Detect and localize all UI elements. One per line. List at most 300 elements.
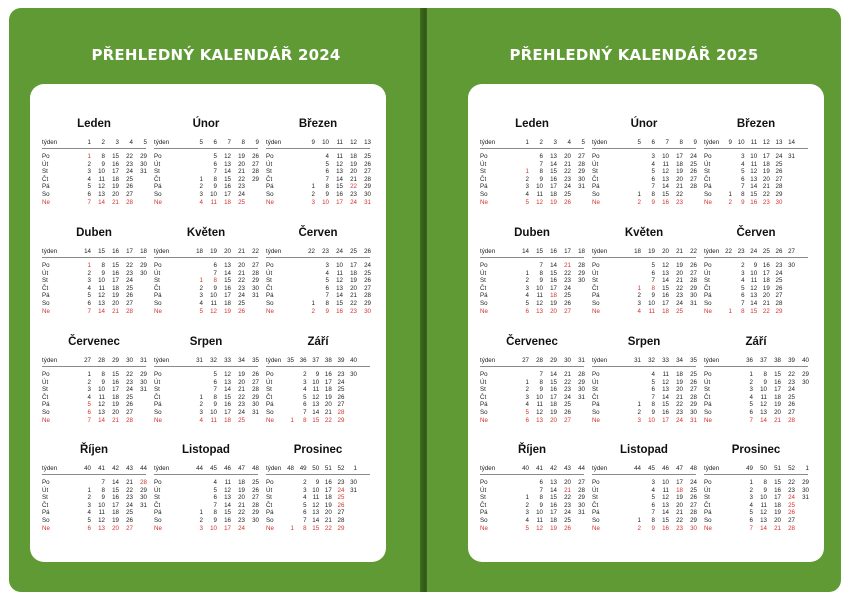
day-cell: 16	[662, 292, 669, 300]
week-label: týden	[592, 357, 608, 364]
day-cell: 30	[690, 292, 697, 300]
week-number-row	[704, 248, 808, 258]
day-cell: 19	[676, 378, 683, 386]
day-cell: 1	[749, 479, 753, 486]
day-cell: 15	[312, 416, 320, 424]
day-label: Út	[480, 160, 487, 168]
day-cell: 3	[303, 378, 307, 386]
day-cell: 17	[112, 277, 119, 285]
day-cell: 17	[550, 284, 557, 292]
day-label: Čt	[266, 393, 273, 401]
day-cell: 17	[224, 524, 231, 532]
day-cell: 31	[578, 509, 585, 517]
week-number: 48	[287, 465, 294, 472]
day-cell: 19	[112, 292, 119, 300]
month-name: Listopad	[620, 444, 668, 456]
day-cell: 26	[252, 371, 259, 378]
day-label: Ne	[704, 524, 712, 532]
day-cell: 25	[252, 479, 259, 486]
day-label: Út	[154, 160, 161, 168]
day-cell: 30	[775, 198, 783, 206]
day-cell: 8	[539, 378, 543, 386]
week-number: 45	[648, 465, 655, 472]
day-cell: 16	[224, 183, 231, 191]
day-label: Po	[704, 262, 712, 269]
month-block	[592, 118, 696, 218]
day-label: Po	[592, 479, 600, 486]
day-cell: 11	[648, 307, 655, 315]
day-cell: 24	[690, 153, 697, 160]
day-cell: 7	[749, 524, 753, 532]
week-number: 34	[238, 357, 245, 364]
day-cell: 2	[303, 371, 307, 378]
day-cell: 20	[676, 501, 683, 509]
week-number: 52	[788, 465, 795, 472]
day-label: Út	[42, 486, 49, 494]
day-label: St	[154, 494, 160, 502]
day-cell: 5	[525, 300, 529, 307]
day-cell: 13	[750, 292, 758, 300]
week-number: 5	[199, 139, 203, 146]
day-cell: 16	[336, 307, 343, 315]
day-cell: 22	[350, 183, 357, 191]
day-cell: 23	[337, 371, 345, 378]
day-cell: 3	[525, 393, 529, 401]
day-label: Út	[266, 378, 273, 386]
week-number: 6	[651, 139, 655, 146]
day-label: St	[592, 277, 598, 285]
day-row	[154, 308, 258, 316]
day-cell: 12	[98, 517, 105, 524]
day-cell: 24	[364, 262, 371, 269]
day-label: Út	[42, 160, 49, 168]
day-label: Pá	[592, 292, 600, 300]
month-block	[42, 227, 146, 327]
day-cell: 3	[87, 386, 91, 394]
week-number: 25	[762, 248, 770, 255]
day-cell: 6	[213, 378, 217, 386]
day-cell: 11	[98, 284, 105, 292]
day-label: Út	[266, 160, 273, 168]
day-label: Út	[42, 269, 49, 277]
day-cell: 23	[126, 378, 133, 386]
day-cell: 26	[690, 494, 697, 502]
day-label: Po	[154, 371, 162, 378]
day-cell: 11	[750, 160, 758, 168]
day-cell: 5	[651, 378, 655, 386]
day-cell: 3	[741, 269, 745, 277]
day-cell: 11	[536, 401, 543, 409]
day-cell: 12	[662, 168, 669, 176]
day-cell: 13	[224, 494, 231, 502]
day-cell: 17	[324, 486, 332, 494]
day-cell: 7	[325, 292, 329, 300]
day-cell: 6	[651, 175, 655, 183]
week-label: týden	[704, 248, 720, 255]
day-cell: 23	[126, 160, 133, 168]
day-label: Po	[592, 371, 600, 378]
day-cell: 25	[564, 401, 571, 409]
day-label: Ne	[42, 416, 50, 424]
day-cell: 9	[213, 284, 217, 292]
day-cell: 3	[199, 524, 203, 532]
day-cell: 6	[525, 416, 529, 424]
day-cell: 15	[224, 277, 231, 285]
day-row	[592, 525, 696, 533]
day-cell: 16	[774, 378, 781, 386]
day-cell: 15	[112, 153, 119, 160]
day-cell: 23	[238, 183, 245, 191]
day-cell: 17	[112, 168, 119, 176]
day-cell: 13	[550, 479, 557, 486]
day-cell: 22	[350, 300, 357, 307]
day-cell: 13	[312, 401, 320, 409]
day-label: Po	[266, 371, 274, 378]
day-label: Čt	[592, 501, 599, 509]
week-number: 12	[350, 139, 357, 146]
day-cell: 30	[578, 277, 585, 285]
day-label: Út	[480, 269, 487, 277]
day-cell: 4	[303, 386, 307, 394]
week-number: 11	[336, 139, 343, 146]
day-label: Čt	[154, 175, 161, 183]
day-label: Út	[266, 269, 273, 277]
day-cell: 13	[662, 386, 669, 394]
day-cell: 5	[525, 409, 529, 416]
day-cell: 28	[690, 183, 697, 191]
week-number: 11	[750, 139, 758, 146]
month-name: Duben	[514, 227, 550, 239]
day-cell: 8	[741, 307, 745, 315]
day-cell: 5	[325, 160, 329, 168]
day-cell: 1	[290, 524, 294, 532]
month-block	[480, 118, 584, 218]
week-number: 47	[238, 465, 245, 472]
day-cell: 22	[564, 269, 571, 277]
day-cell: 25	[364, 269, 371, 277]
day-cell: 25	[126, 393, 133, 401]
day-cell: 30	[252, 284, 259, 292]
day-cell: 18	[224, 300, 231, 307]
day-cell: 25	[337, 386, 345, 394]
day-label: St	[266, 386, 272, 394]
day-label: Po	[480, 262, 488, 269]
month-name: Červenec	[68, 336, 120, 348]
week-number: 1	[353, 465, 357, 472]
day-row	[154, 417, 258, 425]
day-cell: 15	[750, 307, 758, 315]
day-cell: 23	[788, 486, 795, 494]
day-cell: 11	[662, 486, 669, 494]
week-number: 24	[336, 248, 343, 255]
day-cell: 15	[112, 371, 119, 378]
day-label: Út	[704, 269, 711, 277]
day-cell: 8	[651, 517, 655, 524]
day-cell: 20	[112, 191, 119, 198]
day-cell: 21	[238, 386, 245, 394]
day-label: Út	[592, 269, 599, 277]
day-cell: 31	[802, 494, 809, 502]
month-block	[592, 227, 696, 327]
week-number-row	[154, 465, 258, 475]
day-cell: 5	[749, 401, 753, 409]
day-label: Ne	[266, 524, 274, 532]
day-label: Út	[480, 378, 487, 386]
day-cell: 23	[350, 191, 357, 198]
day-cell: 9	[213, 401, 217, 409]
week-number: 32	[648, 357, 655, 364]
day-cell: 26	[337, 501, 345, 509]
day-cell: 17	[224, 292, 231, 300]
day-label: Pá	[704, 292, 712, 300]
day-cell: 19	[676, 262, 683, 269]
day-cell: 8	[651, 401, 655, 409]
day-cell: 15	[224, 175, 231, 183]
day-cell: 29	[802, 479, 809, 486]
day-cell: 26	[364, 277, 371, 285]
day-cell: 20	[550, 416, 557, 424]
day-cell: 12	[662, 262, 669, 269]
day-cell: 9	[741, 198, 745, 206]
day-label: Ne	[592, 524, 600, 532]
day-cell: 4	[303, 494, 307, 502]
day-cell: 4	[651, 486, 655, 494]
day-cell: 18	[224, 198, 231, 206]
day-cell: 8	[763, 371, 767, 378]
day-cell: 11	[224, 479, 231, 486]
day-cell: 18	[550, 517, 557, 524]
day-cell: 14	[760, 416, 767, 424]
day-cell: 2	[728, 198, 732, 206]
day-cell: 27	[775, 292, 783, 300]
day-cell: 26	[775, 284, 783, 292]
week-number: 40	[522, 465, 529, 472]
day-cell: 29	[140, 153, 147, 160]
day-cell: 6	[525, 307, 529, 315]
day-cell: 4	[325, 269, 329, 277]
week-number: 45	[210, 465, 217, 472]
day-cell: 2	[525, 175, 529, 183]
day-cell: 21	[564, 160, 571, 168]
day-cell: 28	[252, 168, 259, 176]
day-cell: 18	[550, 292, 557, 300]
day-cell: 6	[213, 160, 217, 168]
day-label: Pá	[42, 292, 50, 300]
day-cell: 21	[676, 183, 683, 191]
day-cell: 9	[315, 371, 320, 378]
day-cell: 10	[98, 501, 105, 509]
month-name: Srpen	[189, 336, 223, 348]
day-cell: 27	[337, 401, 345, 409]
day-cell: 2	[525, 277, 529, 285]
day-cell: 18	[550, 191, 557, 198]
day-cell: 2	[741, 262, 745, 269]
day-cell: 31	[578, 393, 585, 401]
day-cell: 18	[662, 307, 669, 315]
day-cell: 16	[762, 262, 770, 269]
day-cell: 20	[112, 524, 119, 532]
week-label: týden	[592, 465, 608, 472]
week-number: 30	[564, 357, 571, 364]
week-number: 3	[553, 139, 557, 146]
day-cell: 28	[126, 416, 133, 424]
day-cell: 19	[112, 517, 119, 524]
day-cell: 25	[788, 501, 795, 509]
day-cell: 6	[87, 300, 91, 307]
day-cell: 2	[637, 409, 641, 416]
day-cell: 20	[112, 409, 119, 416]
day-cell: 1	[199, 509, 203, 517]
day-cell: 12	[98, 292, 105, 300]
day-label: Út	[704, 486, 711, 494]
day-cell: 5	[325, 277, 329, 285]
calendar-page-2024	[9, 8, 423, 592]
day-label: Čt	[154, 393, 161, 401]
month-block	[704, 227, 808, 327]
day-cell: 9	[539, 175, 543, 183]
day-cell: 8	[101, 153, 105, 160]
day-cell: 22	[676, 401, 683, 409]
day-cell: 14	[662, 183, 669, 191]
day-cell: 15	[550, 378, 557, 386]
week-number: 12	[762, 139, 770, 146]
day-cell: 30	[364, 191, 371, 198]
day-label: So	[592, 517, 600, 524]
day-cell: 30	[578, 175, 585, 183]
day-cell: 2	[525, 501, 529, 509]
day-cell: 8	[213, 509, 217, 517]
day-cell: 12	[224, 153, 231, 160]
day-cell: 4	[87, 175, 91, 183]
day-cell: 20	[564, 479, 571, 486]
day-cell: 14	[224, 269, 231, 277]
day-label: St	[592, 386, 598, 394]
day-cell: 19	[762, 168, 770, 176]
week-number: 48	[252, 465, 259, 472]
day-cell: 4	[525, 191, 529, 198]
day-cell: 9	[325, 307, 329, 315]
day-cell: 15	[550, 168, 557, 176]
day-cell: 1	[525, 378, 529, 386]
week-number: 33	[662, 357, 669, 364]
week-number: 14	[788, 139, 795, 146]
day-label: So	[704, 300, 712, 307]
day-label: Po	[592, 262, 600, 269]
day-cell: 1	[525, 494, 529, 502]
day-cell: 8	[539, 168, 543, 176]
day-label: Pá	[154, 509, 162, 517]
day-cell: 5	[651, 494, 655, 502]
day-row	[42, 308, 146, 316]
day-row	[266, 199, 370, 207]
day-cell: 14	[312, 517, 320, 524]
day-label: St	[480, 168, 486, 176]
day-cell: 30	[788, 262, 795, 269]
day-cell: 20	[112, 300, 119, 307]
day-cell: 16	[662, 524, 669, 532]
day-cell: 29	[802, 371, 809, 378]
day-cell: 13	[750, 175, 758, 183]
day-cell: 30	[578, 501, 585, 509]
day-label: Út	[154, 378, 161, 386]
day-cell: 6	[303, 509, 307, 517]
week-label: týden	[154, 248, 170, 255]
day-cell: 27	[578, 153, 585, 160]
day-cell: 18	[324, 386, 332, 394]
day-cell: 20	[676, 269, 683, 277]
day-cell: 14	[312, 409, 320, 416]
day-cell: 9	[753, 262, 758, 269]
week-number: 50	[760, 465, 767, 472]
day-cell: 26	[775, 168, 783, 176]
day-label: Ne	[480, 416, 488, 424]
week-number: 35	[252, 357, 259, 364]
day-cell: 25	[238, 300, 245, 307]
day-cell: 22	[126, 153, 133, 160]
week-number: 39	[788, 357, 795, 364]
day-label: Pá	[704, 509, 712, 517]
month-name: Květen	[624, 227, 664, 239]
day-cell: 19	[774, 509, 781, 517]
day-cell: 20	[676, 386, 683, 394]
day-cell: 5	[651, 262, 655, 269]
day-cell: 6	[325, 284, 329, 292]
week-number: 47	[676, 465, 683, 472]
day-cell: 13	[662, 501, 669, 509]
day-cell: 16	[550, 277, 557, 285]
day-label: Pá	[266, 183, 274, 191]
day-cell: 17	[112, 501, 119, 509]
day-label: So	[480, 517, 488, 524]
day-cell: 16	[550, 501, 557, 509]
day-cell: 3	[637, 416, 641, 424]
day-row	[42, 417, 146, 425]
day-cell: 24	[564, 509, 571, 517]
day-label: Po	[592, 153, 600, 160]
day-label: Pá	[42, 183, 50, 191]
month-block	[154, 336, 258, 436]
day-cell: 17	[336, 198, 343, 206]
day-label: Čt	[592, 175, 599, 183]
day-cell: 29	[690, 284, 697, 292]
day-cell: 20	[350, 168, 357, 176]
week-number: 36	[746, 357, 753, 364]
day-cell: 6	[303, 401, 307, 409]
day-cell: 6	[749, 517, 753, 524]
day-cell: 22	[238, 277, 245, 285]
day-label: St	[480, 494, 486, 502]
day-label: Po	[42, 371, 50, 378]
day-cell: 23	[238, 284, 245, 292]
day-cell: 29	[337, 524, 345, 532]
day-cell: 27	[690, 386, 697, 394]
day-label: Pá	[266, 509, 274, 517]
day-cell: 11	[750, 277, 758, 285]
day-cell: 21	[324, 409, 332, 416]
day-cell: 12	[760, 401, 767, 409]
day-cell: 6	[651, 269, 655, 277]
day-cell: 25	[364, 153, 371, 160]
day-cell: 6	[749, 409, 753, 416]
month-block	[266, 227, 370, 327]
day-cell: 20	[238, 160, 245, 168]
day-label: Út	[704, 160, 711, 168]
day-label: So	[154, 191, 162, 198]
week-number: 10	[322, 139, 329, 146]
day-cell: 1	[199, 175, 203, 183]
day-cell: 26	[252, 153, 259, 160]
week-number: 27	[84, 357, 91, 364]
